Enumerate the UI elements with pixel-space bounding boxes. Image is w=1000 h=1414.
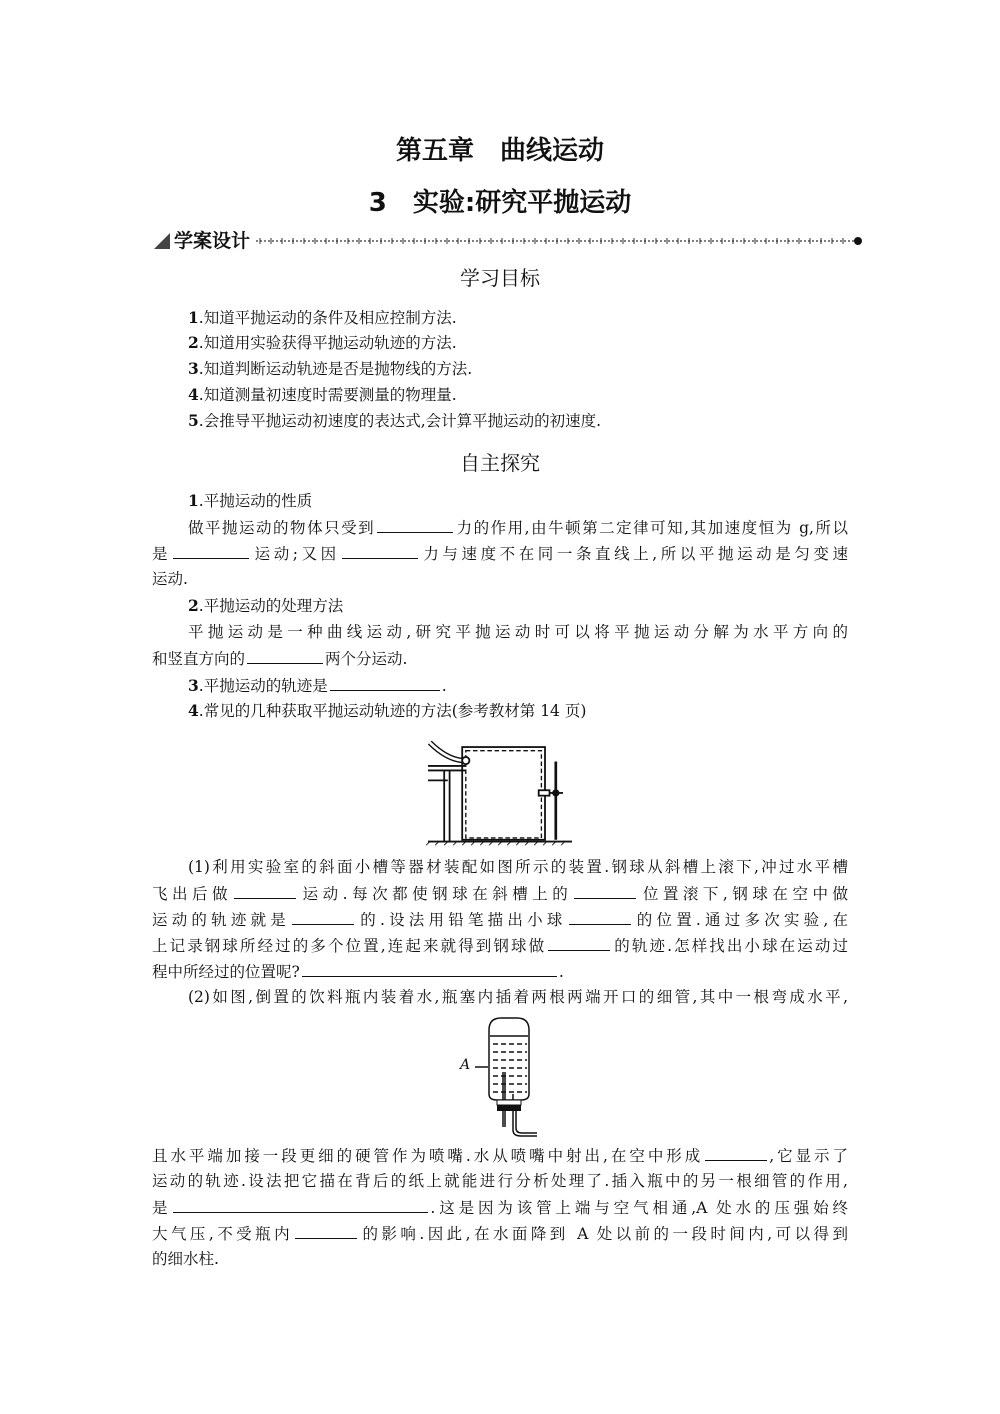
text-segment: .知道测量初速度时需要测量的物理量. [198, 386, 457, 404]
text-segment: 学习目标 [460, 266, 540, 290]
text-line [152, 1194, 848, 1220]
answer-blank[interactable] [705, 1142, 767, 1161]
section-heading [0, 450, 1000, 476]
text-line [152, 958, 848, 984]
item-number: 4 [188, 385, 199, 404]
section-heading [0, 265, 1000, 291]
text-line [152, 566, 848, 592]
answer-blank[interactable] [173, 1194, 428, 1213]
text-line [152, 1220, 848, 1246]
text-segment: 是 [152, 545, 172, 563]
text-segment: 且水平端加接一段更细的硬管作为喷嘴.水从喷嘴中射出,在空中形成 [152, 1147, 704, 1165]
item-number: 3 [188, 359, 199, 378]
text-line [152, 305, 848, 331]
text-segment: (2)如图,倒置的饮料瓶内装着水,瓶塞内插着两根两端开口的细管,其中一根弯成水平, [188, 988, 848, 1006]
text-segment: 和竖直方向的 [152, 650, 246, 668]
text-line [152, 698, 848, 724]
text-line [152, 932, 848, 958]
text-segment: 平抛运动是一种曲线运动,研究平抛运动时可以将平抛运动分解为水平方向的 [188, 623, 848, 641]
inclined-groove-apparatus-figure [410, 728, 590, 848]
banner-label: 学案设计 [174, 230, 251, 252]
text-segment: .会推导平抛运动初速度的表达式,会计算平抛运动的初速度. [198, 412, 602, 430]
text-line [152, 382, 848, 408]
text-segment: 的细水柱. [152, 1250, 219, 1268]
text-segment: 上记录钢球所经过的多个位置,连起来就得到钢球做 [152, 937, 547, 955]
text-line [152, 514, 848, 540]
text-line [152, 356, 848, 382]
text-line [152, 984, 848, 1010]
text-segment: 的轨迹.怎样找出小球在运动过 [612, 937, 848, 955]
text-segment: 是 [152, 1199, 172, 1217]
item-number: 5 [188, 411, 199, 430]
dotted-rule [256, 229, 866, 253]
text-segment: (1)利用实验室的斜面小槽等器材装配如图所示的装置.钢球从斜槽上滚下,冲过水平槽 [188, 858, 848, 876]
triangle-icon [152, 229, 172, 253]
section-title: 3 实验:研究平抛运动 [368, 188, 632, 218]
text-segment: 力与速度不在同一条直线上,所以平抛运动是匀变速 [419, 545, 848, 563]
text-line [152, 1168, 848, 1194]
answer-blank[interactable] [342, 540, 418, 559]
text-segment: .知道判断运动轨迹是否是抛物线的方法. [198, 360, 473, 378]
text-line [152, 330, 848, 356]
text-segment: 大气压,不受瓶内 [152, 1225, 294, 1243]
text-segment: 的位置.通过多次实验,在 [632, 911, 848, 929]
text-line [152, 880, 848, 906]
text-segment: .平抛运动的处理方法 [198, 597, 344, 615]
text-segment: .常见的几种获取平抛运动轨迹的方法(参考教材第 14 页) [198, 702, 587, 720]
answer-blank[interactable] [574, 880, 636, 899]
text-segment: 运动.每次都使钢球在斜槽上的 [298, 885, 573, 903]
text-segment: 力的作用,由牛顿第二定律可知,其加速度恒为 g,所以 [455, 519, 848, 537]
chapter-title: 第五章 曲线运动 [395, 136, 604, 166]
item-number: 2 [188, 333, 199, 352]
text-line [152, 854, 848, 880]
answer-blank[interactable] [292, 906, 354, 925]
text-line [152, 408, 848, 434]
text-segment: 做平抛运动的物体只受到 [188, 519, 376, 537]
text-segment: .平抛运动的轨迹是 [198, 677, 328, 695]
answer-blank[interactable] [295, 1220, 357, 1239]
text-line [152, 1246, 848, 1272]
answer-blank[interactable] [247, 645, 323, 664]
text-line [152, 619, 848, 645]
answer-blank[interactable] [377, 514, 453, 533]
text-line [152, 1142, 848, 1168]
text-line [152, 488, 848, 514]
text-line [152, 593, 848, 619]
item-number: 1 [188, 491, 199, 510]
text-segment: 程中所经过的位置呢? [152, 963, 300, 981]
text-segment: .知道平抛运动的条件及相应控制方法. [198, 309, 457, 327]
text-segment: . [441, 677, 447, 695]
text-line [152, 645, 848, 671]
answer-blank[interactable] [302, 958, 557, 977]
point-a-label: A [460, 1057, 471, 1073]
item-number: 3 [188, 676, 199, 695]
text-segment: .这是因为该管上端与空气相通,A 处水的压强始终 [430, 1199, 848, 1217]
text-segment: 的影响.因此,在水面降到 A 处以前的一段时间内,可以得到 [359, 1225, 848, 1243]
answer-blank[interactable] [173, 540, 249, 559]
text-segment: 自主探究 [460, 451, 540, 475]
text-segment: 位置滚下,钢球在空中做 [638, 885, 848, 903]
text-segment: 飞出后做 [152, 885, 233, 903]
text-line [152, 540, 848, 566]
text-segment: . [558, 963, 564, 981]
item-number: 4 [188, 701, 199, 720]
text-segment: 运动. [152, 570, 188, 588]
text-line [152, 906, 848, 932]
text-segment: 运动的轨迹.设法把它描在背后的纸上就能进行分析处理了.插入瓶中的另一根细管的作用, [152, 1172, 848, 1190]
answer-blank[interactable] [548, 932, 610, 951]
section-banner [152, 229, 864, 253]
text-segment: 的.设法用铅笔描出小球 [356, 911, 567, 929]
text-segment: .知道用实验获得平抛运动轨迹的方法. [198, 334, 457, 352]
item-number: 1 [188, 308, 199, 327]
text-segment: 运动的轨迹就是 [152, 911, 291, 929]
answer-blank[interactable] [234, 880, 296, 899]
answer-blank[interactable] [330, 672, 440, 691]
text-line [152, 672, 848, 698]
text-segment: .平抛运动的性质 [198, 492, 313, 510]
bottle-drawing [455, 1012, 565, 1142]
answer-blank[interactable] [569, 906, 631, 925]
item-number: 2 [188, 596, 199, 615]
text-segment: ,它显示了 [769, 1147, 848, 1165]
inverted-bottle-figure [455, 1012, 565, 1142]
text-segment: 运动;又因 [251, 545, 340, 563]
text-segment: 两个分运动. [325, 650, 408, 668]
